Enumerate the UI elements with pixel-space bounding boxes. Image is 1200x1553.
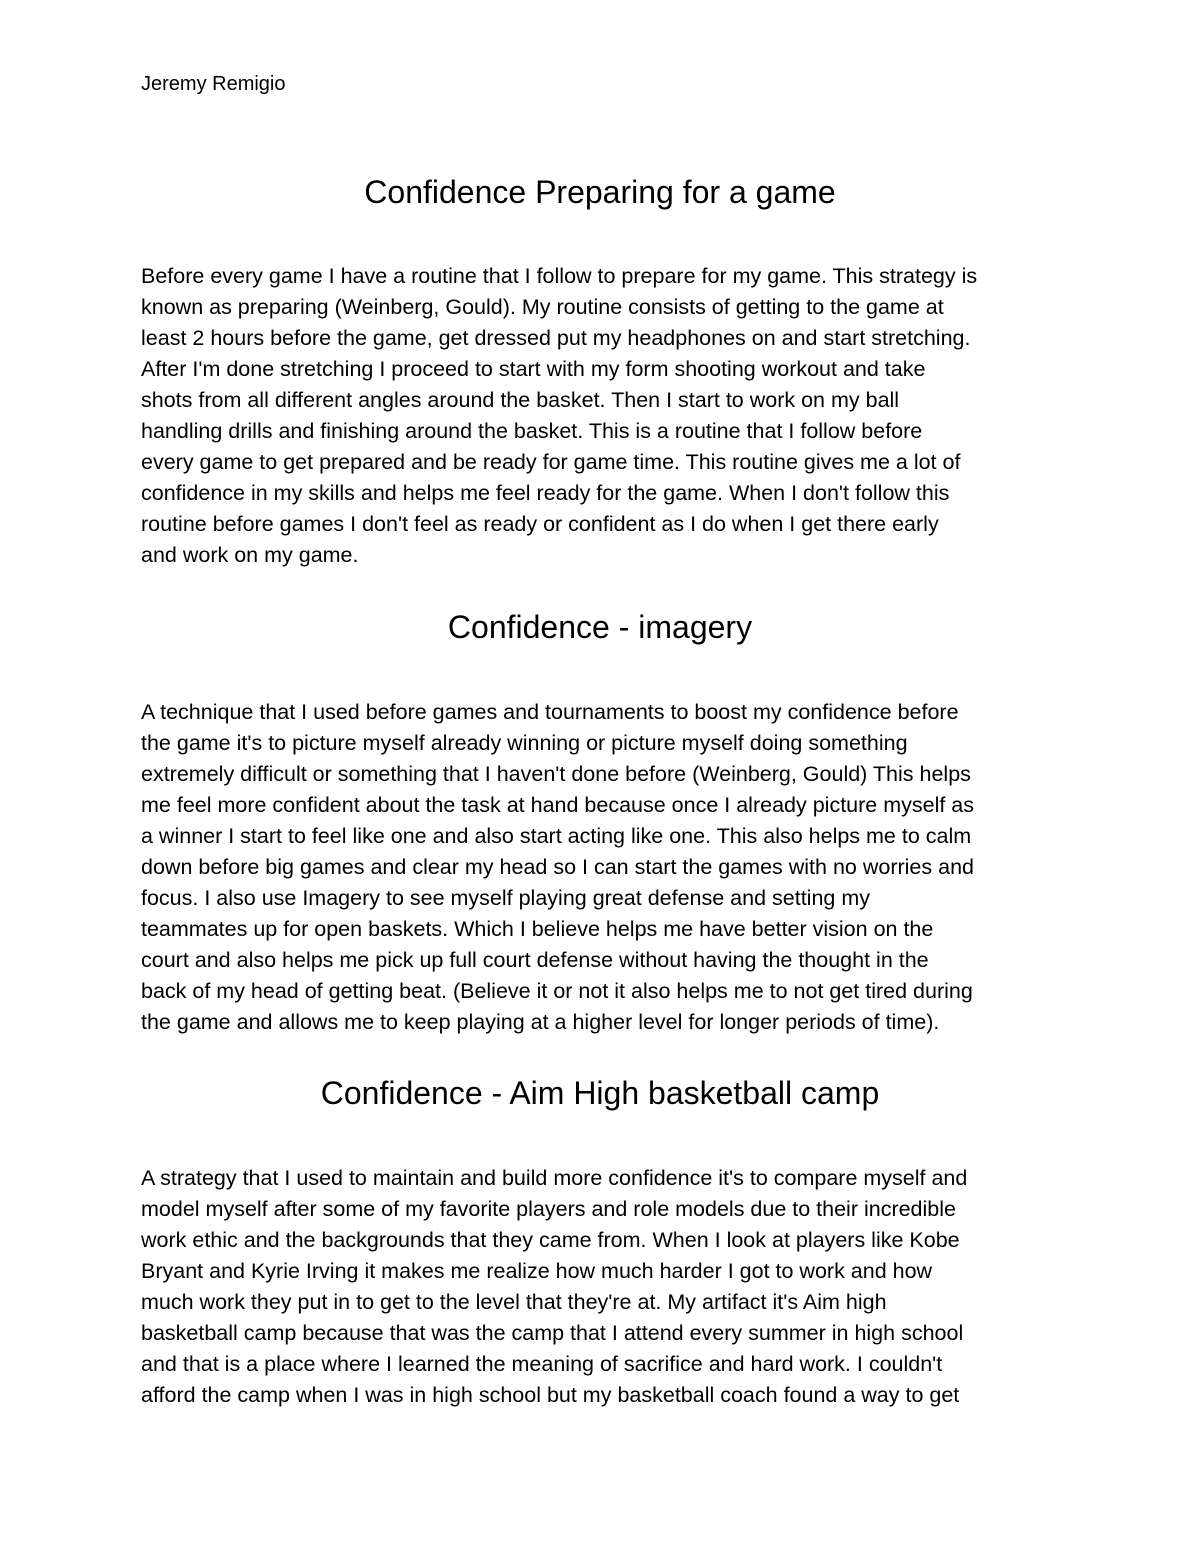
paragraph-line: least 2 hours before the game, get dressed put my headphones on and start stretching.	[141, 326, 971, 350]
paragraph-line: A strategy that I used to maintain and build more confidence it's to compare myself and	[141, 1166, 968, 1190]
paragraph-line: known as preparing (Weinberg, Gould). My routine consists of getting to the game at	[141, 295, 944, 319]
paragraph-line: focus. I also use Imagery to see myself playing great defense and setting my	[141, 886, 870, 910]
section-heading-aim-high: Confidence - Aim High basketball camp	[320, 1075, 880, 1111]
paragraph-line: the game it's to picture myself already winning or picture myself doing something	[141, 731, 908, 755]
paragraph-line: afford the camp when I was in high school but my basketball coach found a way to get	[141, 1383, 960, 1407]
paragraph-line: A technique that I used before games and tournaments to boost my confidence before	[141, 700, 959, 724]
section-heading-imagery: Confidence - imagery	[447, 609, 753, 645]
paragraph-line: back of my head of getting beat. (Believe it or not it also helps me to not get tired during	[141, 979, 973, 1003]
paragraph-line: confidence in my skills and helps me feel ready for the game. When I don't follow this	[141, 481, 950, 505]
paragraph-line: basketball camp because that was the camp that I attend every summer in high school	[141, 1321, 964, 1345]
paragraph-line: court and also helps me pick up full court defense without having the thought in the	[141, 948, 929, 972]
paragraph-line: the game and allows me to keep playing at a higher level for longer periods of time).	[141, 1010, 940, 1034]
section-heading-preparing: Confidence Preparing for a game	[364, 174, 836, 210]
section-paragraph-aim-high	[141, 1163, 1066, 1411]
paragraph-line: Before every game I have a routine that I follow to prepare for my game. This strategy is	[141, 264, 978, 288]
paragraph-line: teammates up for open baskets. Which I believe helps me have better vision on the	[141, 917, 934, 941]
section-paragraph-imagery	[141, 697, 1066, 1038]
paragraph-line: handling drills and finishing around the basket. This is a routine that I follow before	[141, 419, 923, 443]
paragraph-line: After I'm done stretching I proceed to start with my form shooting workout and take	[141, 357, 926, 381]
paragraph-line: model myself after some of my favorite players and role models due to their incredible	[141, 1197, 956, 1221]
paragraph-line: extremely difficult or something that I haven't done before (Weinberg, Gould) This helps	[141, 762, 971, 786]
paragraph-line: much work they put in to get to the level that they're at. My artifact it's Aim high	[141, 1290, 887, 1314]
paragraph-line: Bryant and Kyrie Irving it makes me realize how much harder I got to work and how	[141, 1259, 933, 1283]
paragraph-line: work ethic and the backgrounds that they came from. When I look at players like Kobe	[141, 1228, 960, 1252]
paragraph-line: a winner I start to feel like one and also start acting like one. This also helps me to calm	[141, 824, 972, 848]
paragraph-line: down before big games and clear my head so I can start the games with no worries and	[141, 855, 974, 879]
section-paragraph-preparing	[141, 261, 1066, 571]
paragraph-line: routine before games I don't feel as ready or confident as I do when I get there early	[141, 512, 939, 536]
paragraph-line: and work on my game.	[141, 543, 359, 567]
paragraph-line: and that is a place where I learned the meaning of sacrifice and hard work. I couldn't	[141, 1352, 943, 1376]
paragraph-line: me feel more confident about the task at hand because once I already picture myself as	[141, 793, 975, 817]
paragraph-line: every game to get prepared and be ready for game time. This routine gives me a lot of	[141, 450, 961, 474]
author-name: Jeremy Remigio	[141, 73, 286, 95]
paragraph-line: shots from all different angles around the basket. Then I start to work on my ball	[141, 388, 900, 412]
